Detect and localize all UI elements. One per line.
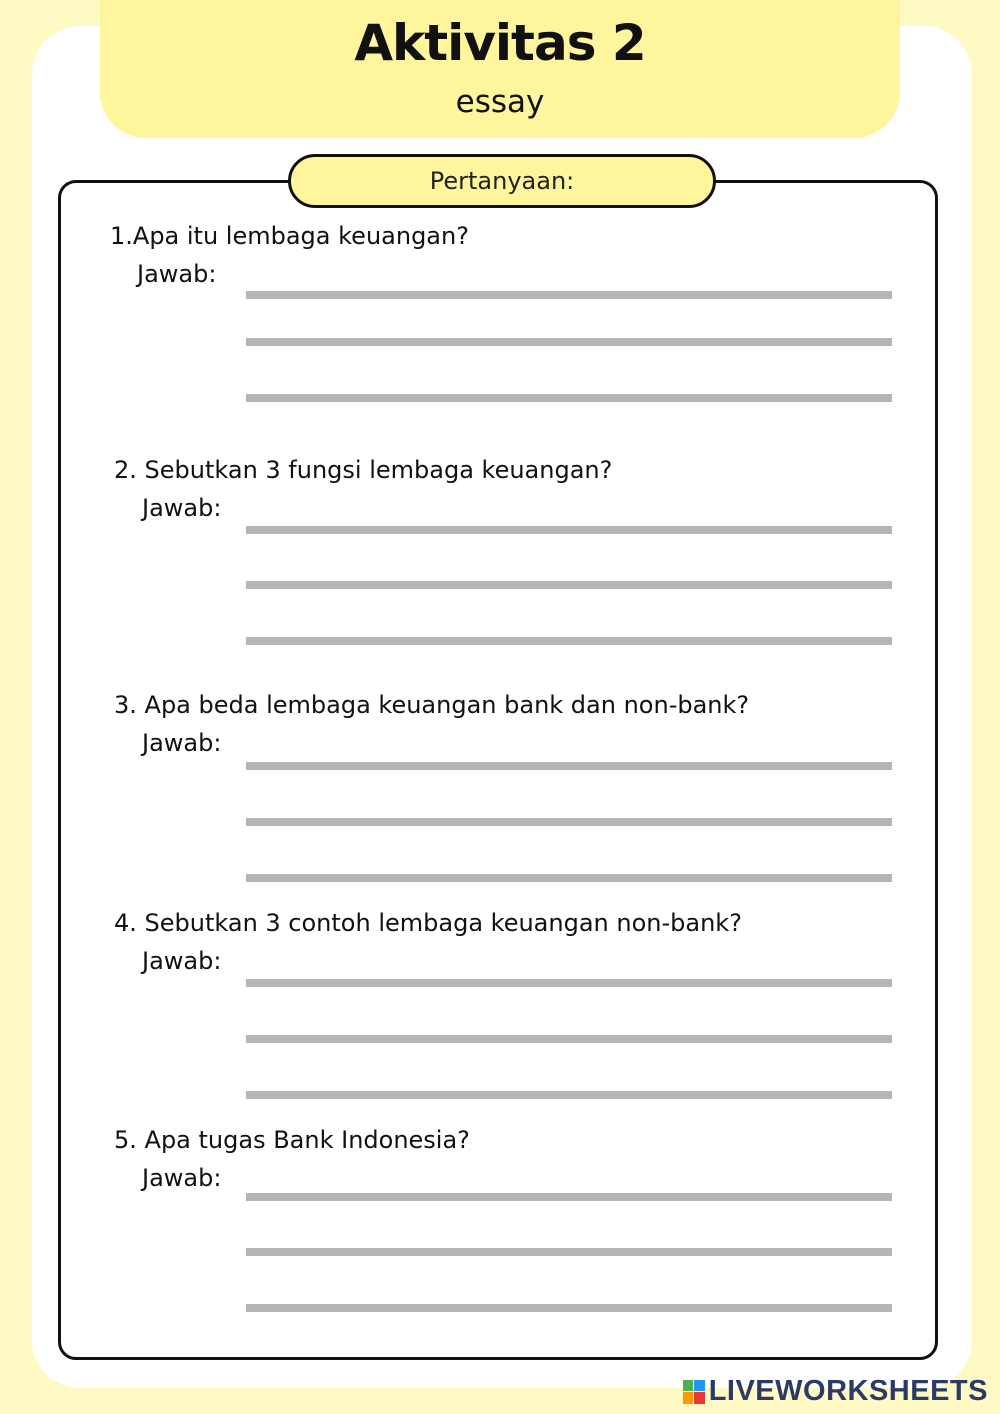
answer-line[interactable] [246,979,892,987]
answer-line[interactable] [246,762,892,770]
section-label: Pertanyaan: [288,154,716,208]
answer-label-1: Jawab: [137,260,217,288]
answer-line[interactable] [246,1091,892,1099]
answer-label-3: Jawab: [142,729,222,757]
question-1: 1.Apa itu lembaga keuangan? [110,222,469,250]
answer-line[interactable] [246,1193,892,1201]
answer-label-5: Jawab: [142,1164,222,1192]
liveworksheets-logo [683,1375,988,1408]
answer-line[interactable] [246,637,892,645]
answer-line[interactable] [246,818,892,826]
liveworksheets-icon [683,1380,705,1404]
answer-line[interactable] [246,1035,892,1043]
answer-line[interactable] [246,581,892,589]
answer-line[interactable] [246,874,892,882]
answer-line[interactable] [246,1248,892,1256]
question-5: 5. Apa tugas Bank Indonesia? [114,1126,470,1154]
answer-line[interactable] [246,394,892,402]
answer-line[interactable] [246,526,892,534]
answer-label-2: Jawab: [142,494,222,522]
answer-line[interactable] [246,1304,892,1312]
question-4: 4. Sebutkan 3 contoh lembaga keuangan non-bank? [114,909,742,937]
answer-label-4: Jawab: [142,947,222,975]
page-subtitle: essay [455,84,545,120]
answer-line[interactable] [246,338,892,346]
brand-text: LIVEWORKSHEETS [708,1375,988,1407]
page-title: Aktivitas 2 [354,14,646,72]
header-banner [100,0,900,138]
question-3: 3. Apa beda lembaga keuangan bank dan non-bank? [114,691,750,719]
question-2: 2. Sebutkan 3 fungsi lembaga keuangan? [114,456,613,484]
answer-line[interactable] [246,291,892,299]
